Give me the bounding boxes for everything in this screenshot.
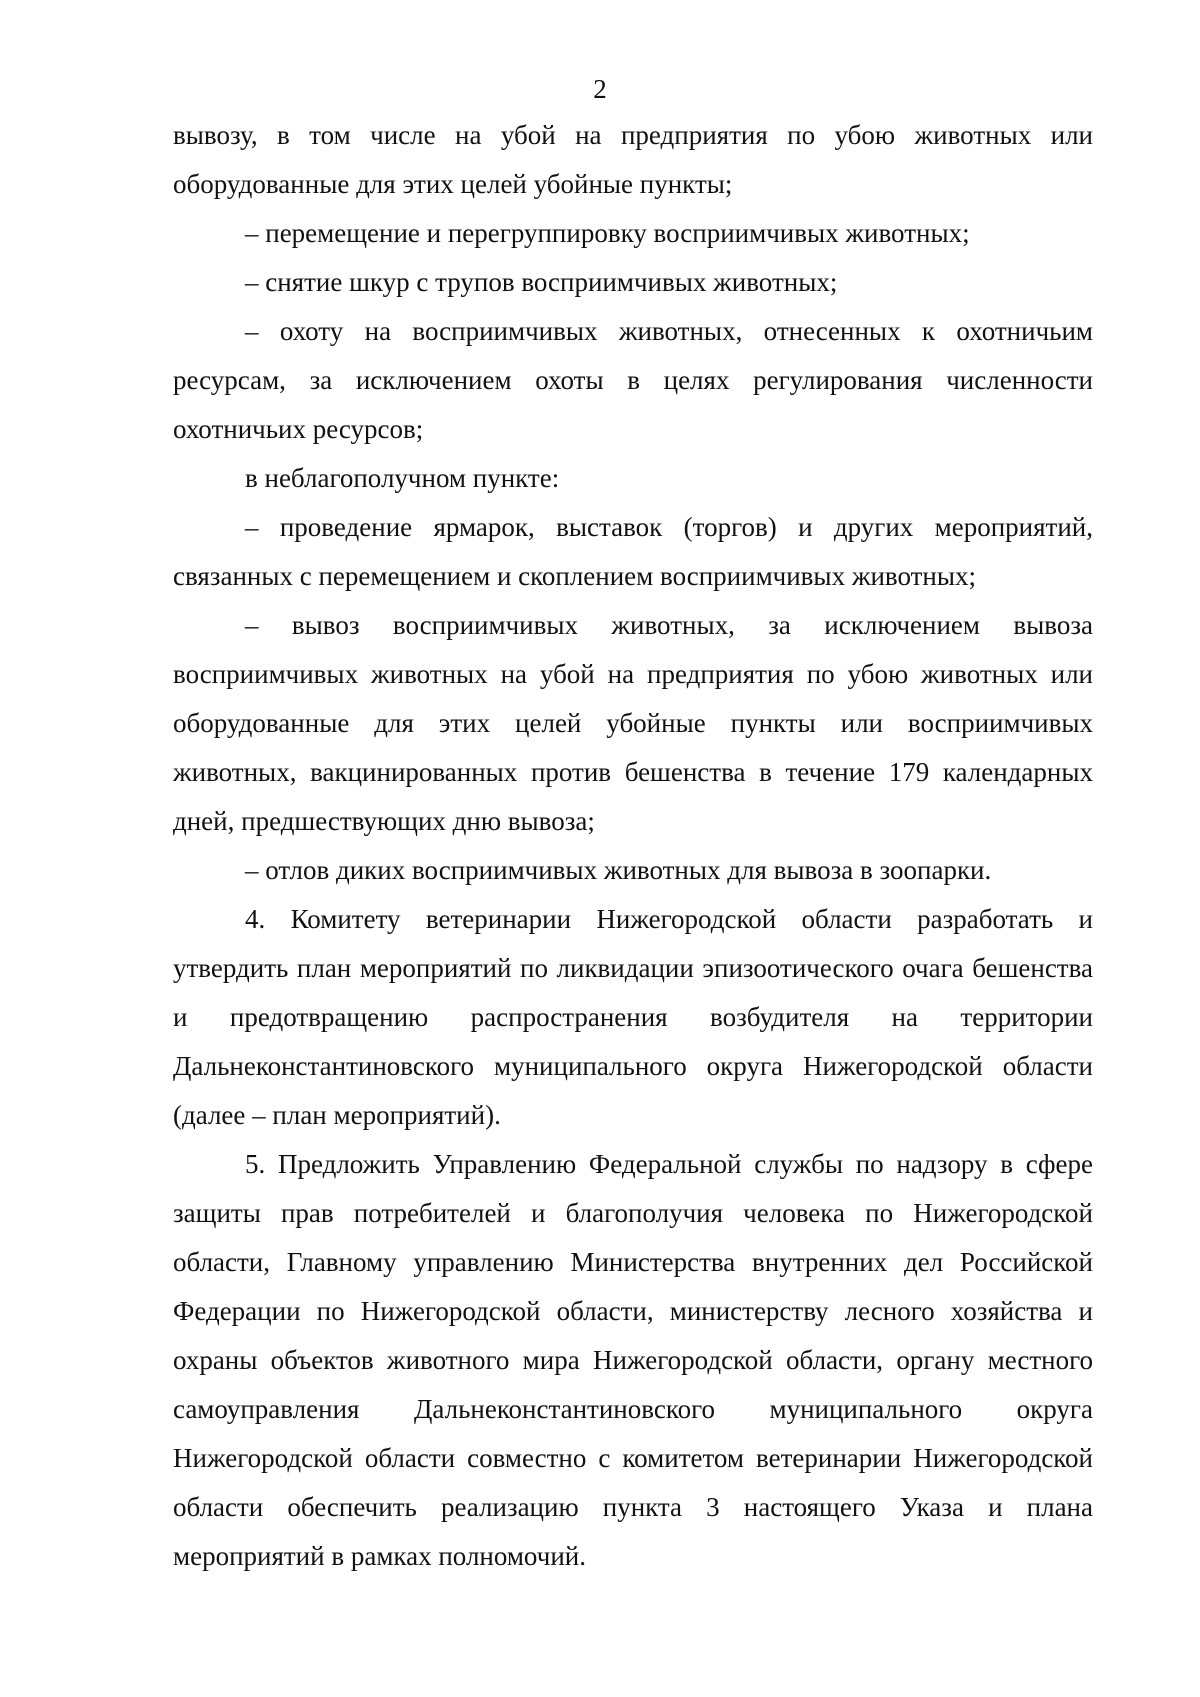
paragraph-clause-4: 4. Комитету ветеринарии Нижегородской области разработать и утвердить план мероприятий по ликвидации эпизоотического очага бешенства и предотвращению распространения возбудителя на территории Дальнеконстантиновского муниципального округа Нижегородской области (далее – план мероприятий).	[173, 904, 1093, 1130]
paragraph-continuation: вывозу, в том числе на убой на предприятия по убою животных или оборудованные для этих целей убойные пункты;	[173, 120, 1093, 199]
paragraph-item-relocation: – перемещение и перегруппировку восприимчивых животных;	[245, 218, 970, 248]
document-body	[173, 111, 1093, 1581]
paragraph-item-hunting: – охоту на восприимчивых животных, отнесенных к охотничьим ресурсам, за исключением охоты в целях регулирования численности охотничьих ресурсов;	[173, 316, 1093, 444]
paragraph-item-skinning: – снятие шкур с трупов восприимчивых животных;	[245, 267, 838, 297]
paragraph-clause-5: 5. Предложить Управлению Федеральной службы по надзору в сфере защиты прав потребителей и благополучия человека по Нижегородской области, Главному управлению Министерства внутренних дел Российской Федерации по Нижегородской области, министерству лесного хозяйства и охраны объектов животного мира Нижегородской области, органу местного самоуправления Дальнеконстантиновского муниципального округа Нижегородской области совместно с комитетом ветеринарии Нижегородской области обеспечить реализацию пункта 3 настоящего Указа и плана мероприятий в рамках полномочий.	[173, 1149, 1093, 1571]
paragraph-unfavorable-point: в неблагополучном пункте:	[245, 463, 560, 493]
paragraph-item-fairs: – проведение ярмарок, выставок (торгов) и других мероприятий, связанных с перемещением и скоплением восприимчивых животных;	[173, 512, 1093, 591]
paragraph-item-export: – вывоз восприимчивых животных, за исключением вывоза восприимчивых животных на убой на предприятия по убою животных или оборудованные для этих целей убойные пункты или восприимчивых животных, вакцинированных против бешенства в течение 179 календарных дней, предшествующих дню вывоза;	[173, 610, 1093, 836]
page-number: 2	[593, 74, 607, 104]
paragraph-item-capture: – отлов диких восприимчивых животных для вывоза в зоопарки.	[245, 855, 992, 885]
